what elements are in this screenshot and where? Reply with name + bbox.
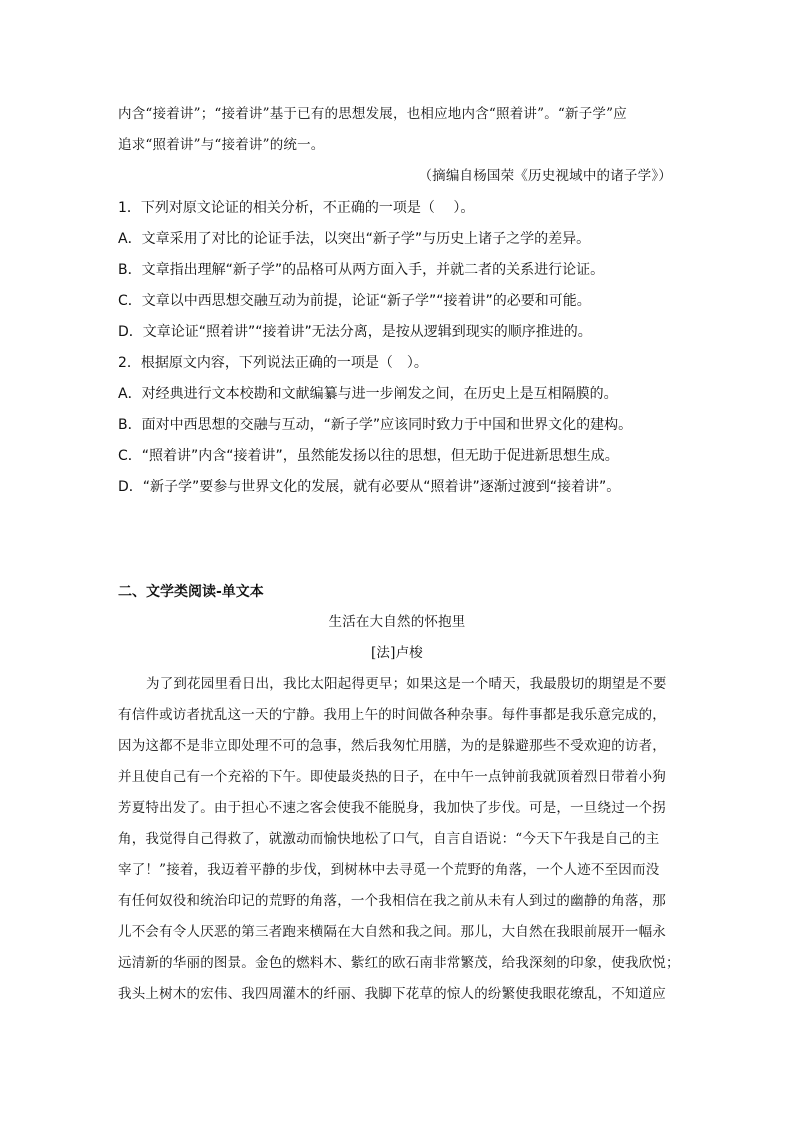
article-title: 生活在大自然的怀抱里 (328, 614, 466, 630)
article-line: 我头上树木的宏伟、我四周灌木的纤丽、我脚下花草的惊人的纷繁使我眼花缭乱，不知道应 (118, 986, 666, 1002)
question-stem: 1．下列对原文论证的相关分析，不正确的一项是（ ）。 (118, 200, 475, 216)
question-option: C．“照着讲”内含“接着讲”，虽然能发扬以往的思想，但无助于促进新思想生成。 (118, 448, 619, 464)
passage-line: 内含“接着讲”；“接着讲”基于已有的思想发展，也相应地内含“照着讲”。“新子学”应 (118, 106, 627, 122)
section-heading: 二、文学类阅读-单文本 (118, 584, 264, 600)
article-line: 角，我觉得自己得救了，就激动而愉快地松了口气，自言自语说：“今天下午我是自己的主 (118, 831, 660, 847)
article-line: 有信件或访者扰乱这一天的宁静。我用上午的时间做各种杂事。每件事都是我乐意完成的， (118, 707, 666, 723)
question-option: D．“新子学”要参与世界文化的发展，就有必要从“照着讲”逐渐过渡到“接着讲”。 (118, 479, 621, 495)
question-option: B．文章指出理解“新子学”的品格可从两方面入手，并就二者的关系进行论证。 (118, 262, 605, 278)
article-line: 芳夏特出发了。由于担心不速之客会使我不能脱身，我加快了步伐。可是，一旦绕过一个拐 (118, 800, 666, 816)
article-line: 宰了！”接着，我迈着平静的步伐，到树林中去寻觅一个荒野的角落，一个人迹不至因而没 (118, 862, 660, 878)
passage-line: 追求“照着讲”与“接着讲”的统一。 (118, 137, 325, 153)
question-stem: 2．根据原文内容，下列说法正确的一项是（ ）。 (118, 355, 428, 371)
article-line: 并且使自己有一个充裕的下午。即使最炎热的日子，在中午一点钟前我就顶着烈日带着小狗 (118, 769, 666, 785)
passage-source: （摘编自杨国荣《历史视域中的诸子学》） (418, 168, 672, 184)
question-option: B．面对中西思想的交融与互动，“新子学”应该同时致力于中国和世界文化的建构。 (118, 417, 633, 433)
article-line: 儿不会有令人厌恶的第三者跑来横隔在大自然和我之间。那儿，大自然在我眼前展开一幅永 (118, 924, 666, 940)
article-line: 有任何奴役和统治印记的荒野的角落，一个我相信在我之前从未有人到过的幽静的角落，那 (118, 893, 666, 909)
article-line: 远清新的华丽的图景。金色的燃料木、紫红的欧石南非常繁茂，给我深刻的印象，使我欣悦； (118, 955, 680, 971)
article-line: 为了到花园里看日出，我比太阳起得更早；如果这是一个晴天，我最殷切的期望是不要 (146, 676, 667, 692)
article-line: 因为这都不是非立即处理不可的急事，然后我匆忙用膳，为的是躲避那些不受欢迎的访者， (118, 738, 666, 754)
question-option: A．文章采用了对比的论证手法，以突出“新子学”与历史上诸子之学的差异。 (118, 231, 591, 247)
question-option: A．对经典进行文本校勘和文献编纂与进一步阐发之间，在历史上是互相隔膜的。 (118, 386, 618, 402)
question-option: D．文章论证“照着讲”“接着讲”无法分离，是按从逻辑到现实的顺序推进的。 (118, 324, 592, 340)
question-option: C．文章以中西思想交融互动为前提，论证“新子学”“接着讲”的必要和可能。 (118, 293, 591, 309)
article-author: [法]卢梭 (370, 645, 424, 661)
